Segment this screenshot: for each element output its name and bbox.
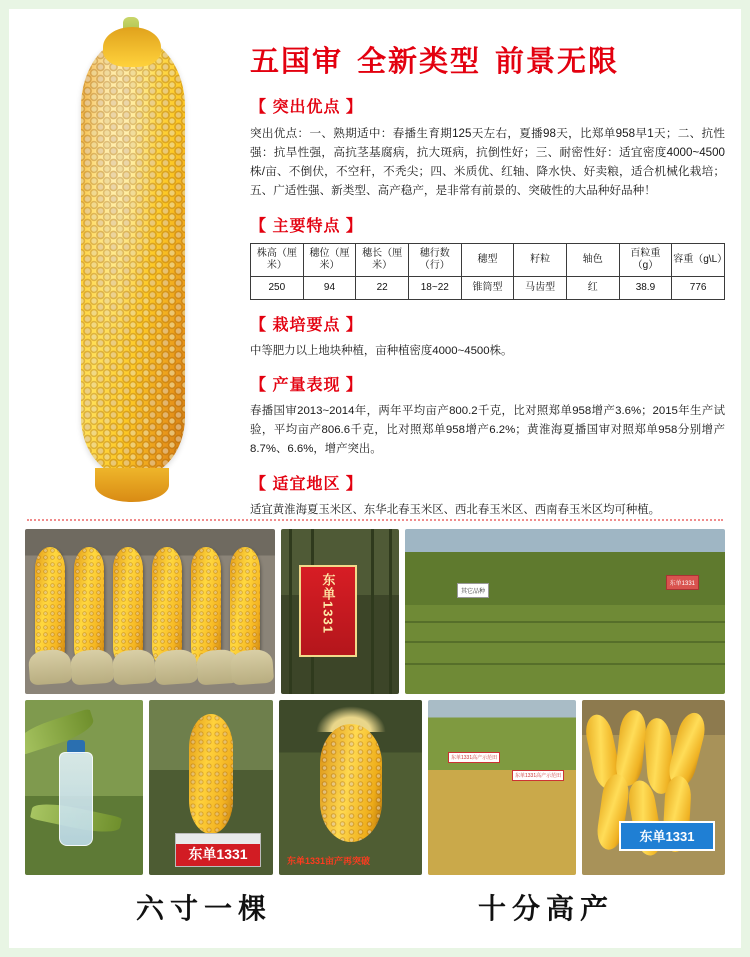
spec-value-cob-color: 红 bbox=[566, 276, 619, 299]
section-title-cultivation: 【 栽培要点 】 bbox=[250, 316, 363, 334]
spec-header-ear-length: 穗长（厘米） bbox=[356, 243, 409, 276]
spec-value-100-kernel-weight: 38.9 bbox=[619, 276, 672, 299]
spec-header-ear-position: 穗位（厘米） bbox=[303, 243, 356, 276]
photo-cob-closeup bbox=[279, 700, 422, 875]
photo-row-1 bbox=[25, 529, 725, 694]
spec-header-kernel-rows: 穗行数（行） bbox=[408, 243, 461, 276]
spec-value-ear-position: 94 bbox=[303, 276, 356, 299]
section-title-features: 【 主要特点 】 bbox=[250, 217, 363, 235]
section-body-regions: 适宜黄淮海夏玉米区、东华北春玉米区、西北春玉米区、西南春玉米区均可种植。 bbox=[250, 503, 661, 516]
spec-header-kernel: 籽粒 bbox=[514, 243, 567, 276]
corn-top-cap bbox=[103, 27, 161, 67]
demo-sign-2: 东单1331高产示范田 bbox=[512, 770, 564, 781]
slogan-right: 十分高产 bbox=[477, 892, 614, 925]
headline-part-3: 前景无限 bbox=[495, 44, 620, 78]
headline-part-1: 五国审 bbox=[250, 44, 344, 78]
poster-inner bbox=[9, 9, 741, 948]
spec-value-ear-type: 锥筒型 bbox=[461, 276, 514, 299]
table-row bbox=[251, 276, 725, 299]
spec-table bbox=[250, 243, 728, 300]
section-body-yield: 春播国审2013~2014年，两年平均亩产800.2千克，比对照郑单958增产3.6%；2015年生产试验，平均亩产806.6千克，比对照郑单958增产6.2%；黄淮海夏播国审对照郑单958分别增产8.7%、6.6%，增产突出。 bbox=[250, 405, 725, 455]
section-title-yield: 【 产量表现 】 bbox=[250, 377, 363, 395]
headline-part-2: 全新类型 bbox=[357, 44, 482, 78]
field-label-other-variety: 其它品种 bbox=[457, 583, 489, 598]
spec-header-ear-type: 穗型 bbox=[461, 243, 514, 276]
spec-table-header-row bbox=[251, 243, 725, 276]
text-column bbox=[240, 23, 728, 516]
photo-harvested-cobs bbox=[25, 529, 275, 694]
closeup-cob bbox=[320, 724, 382, 842]
spec-header-100-kernel-weight: 百粒重（g） bbox=[619, 243, 672, 276]
corn-cob-illustration bbox=[73, 37, 193, 492]
section-title-advantages: 【 突出优点 】 bbox=[250, 99, 363, 116]
photo-corn-pile bbox=[582, 700, 725, 875]
cob-in-hand bbox=[189, 714, 233, 834]
photo-bottle-comparison bbox=[25, 700, 143, 875]
page-title bbox=[250, 39, 725, 80]
spec-value-kernel-rows: 18~22 bbox=[408, 276, 461, 299]
footer-slogans bbox=[9, 881, 741, 927]
spec-value-kernel: 马齿型 bbox=[514, 276, 567, 299]
spec-value-test-weight: 776 bbox=[672, 276, 725, 299]
photo-gallery bbox=[9, 527, 741, 875]
photo-comparison-field bbox=[405, 529, 725, 694]
corn-bottom-tip bbox=[95, 468, 169, 502]
spec-value-ear-length: 22 bbox=[356, 276, 409, 299]
photo-caption-yield: 东单1331亩产再突破 bbox=[287, 856, 371, 866]
brand-tag bbox=[175, 833, 261, 867]
spec-value-plant-height: 250 bbox=[251, 276, 304, 299]
photo-row-2 bbox=[25, 700, 725, 875]
spec-header-plant-height: 株高（厘米） bbox=[251, 243, 304, 276]
photo-cob-with-tag bbox=[149, 700, 273, 875]
sign-board bbox=[299, 565, 357, 657]
section-body-advantages: 突出优点：一、熟期适中：春播生育期125天左右，夏播98天，比郑单958早1天；二、抗性强：抗旱性强，高抗茎基腐病，抗大斑病，抗倒性好；三、耐密性好：适宜密度4000~4500株/亩、不倒伏，不空秆，不秃尖；四、米质优、红轴、降水快、好卖粮，适合机械化栽培；五、广适性强、新类型、高产稳产，是非常有前景的、突破性的大品种好品种！ bbox=[250, 127, 725, 198]
hero-corn-image bbox=[25, 23, 240, 509]
section-body-cultivation: 中等肥力以上地块种植，亩种植密度4000~4500株。 bbox=[250, 344, 513, 357]
pile-brand-tag: 东单1331 bbox=[619, 821, 715, 851]
sign-board-text: 东单1331 bbox=[320, 573, 336, 634]
corn-body bbox=[81, 37, 185, 477]
water-bottle bbox=[59, 752, 93, 846]
corn-kernels-layer-2 bbox=[81, 37, 185, 477]
photo-field-sign bbox=[281, 529, 399, 694]
spec-header-cob-color: 轴色 bbox=[566, 243, 619, 276]
slogan-left: 六寸一棵 bbox=[135, 892, 272, 925]
field-label-dongdan: 东单1331 bbox=[666, 575, 699, 590]
brand-tag-text: 东单1331 bbox=[188, 846, 248, 862]
demo-sign-1: 东单1331高产示范田 bbox=[448, 752, 500, 763]
section-title-regions: 【 适宜地区 】 bbox=[250, 475, 363, 493]
photo-demo-plot bbox=[428, 700, 576, 875]
top-section bbox=[9, 9, 741, 516]
spec-header-test-weight: 容重（g\L） bbox=[672, 243, 725, 276]
